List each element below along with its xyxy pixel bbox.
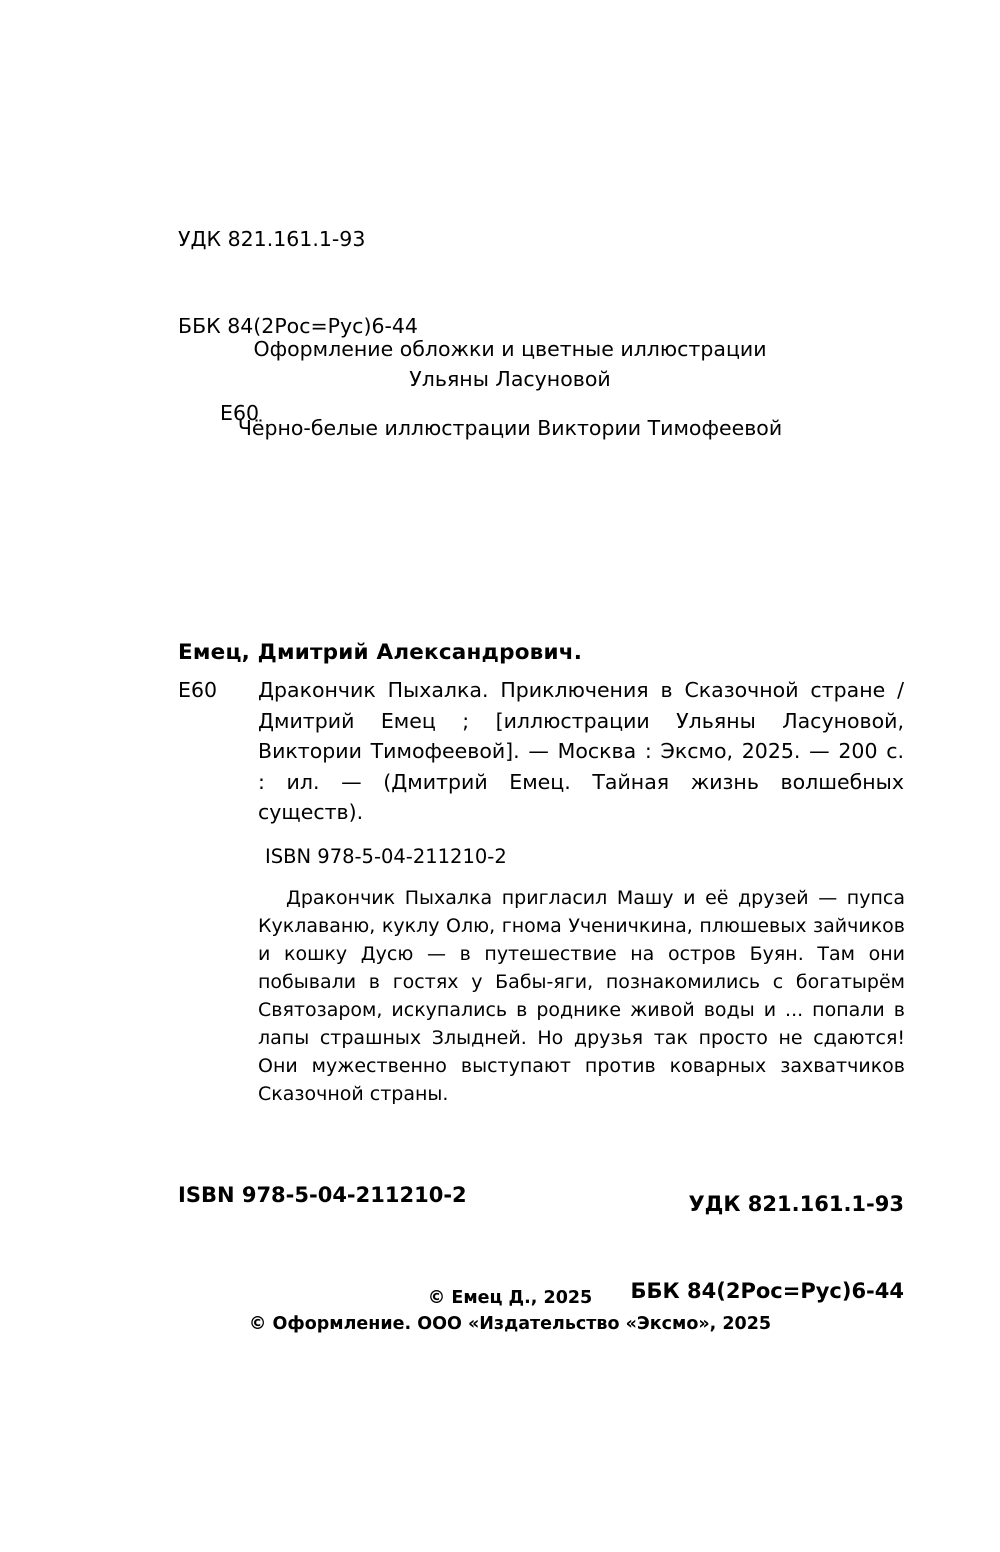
bibliographic-shelf-code: Е60	[178, 678, 218, 702]
isbn-bottom: ISBN 978-5-04-211210-2	[178, 1183, 467, 1207]
copyright-block	[100, 1285, 920, 1337]
bibliographic-record	[178, 640, 904, 858]
copyright-publisher: © Оформление. ООО «Издательство «Эксмо», 2025	[248, 1314, 772, 1334]
credits-cover-artist: Ульяны Ласуновой	[409, 367, 611, 391]
credits-bw-illustrations: Чёрно-белые иллюстрации Виктории Тимофеевой	[237, 416, 783, 440]
credits-block	[100, 334, 920, 443]
bibliographic-description: Дракончик Пыхалка. Приключения в Сказочной стране / Дмитрий Емец ; [иллюстрации Ульяны Ласуновой, Виктории Тимофеевой]. — Москва : Эксмо, 2025. — 200 с. : ил. — (Дмитрий Емец. Тайная жизнь волшебных существ).	[258, 678, 904, 824]
udk-code-top: УДК 821.161.1-93	[178, 227, 366, 251]
bibliographic-author: Емец, Дмитрий Александрович.	[178, 640, 583, 665]
udk-code-bottom: УДК 821.161.1-93	[688, 1192, 904, 1216]
copyright-author: © Емец Д., 2025	[427, 1288, 593, 1308]
credits-cover-line: Оформление обложки и цветные иллюстрации	[253, 337, 767, 361]
bbk-code-top: ББК 84(2Рос=Рус)6-44	[178, 314, 418, 338]
bbk-code-bottom: ББК 84(2Рос=Рус)6-44	[630, 1279, 904, 1303]
annotation-text: Дракончик Пыхалка пригласил Машу и её друзей — пупса Куклаваню, куклу Олю, гнома Ученичкина, плюшевых зайчиков и кошку Дусю — в путешествие на остров Буян. Там они побывали в гостях у Бабы-яги, познакомились с богатырём Святозаром, искупались в роднике живой воды и ... попали в лапы страшных Злыдней. Но друзья так просто не сдаются! Они мужественно выступают против коварных захватчиков Сказочной страны.	[258, 887, 905, 1105]
isbn-inline: ISBN 978-5-04-211210-2	[265, 845, 507, 868]
bibliographic-body	[178, 675, 904, 858]
shelf-code-top: Е60	[220, 401, 260, 425]
